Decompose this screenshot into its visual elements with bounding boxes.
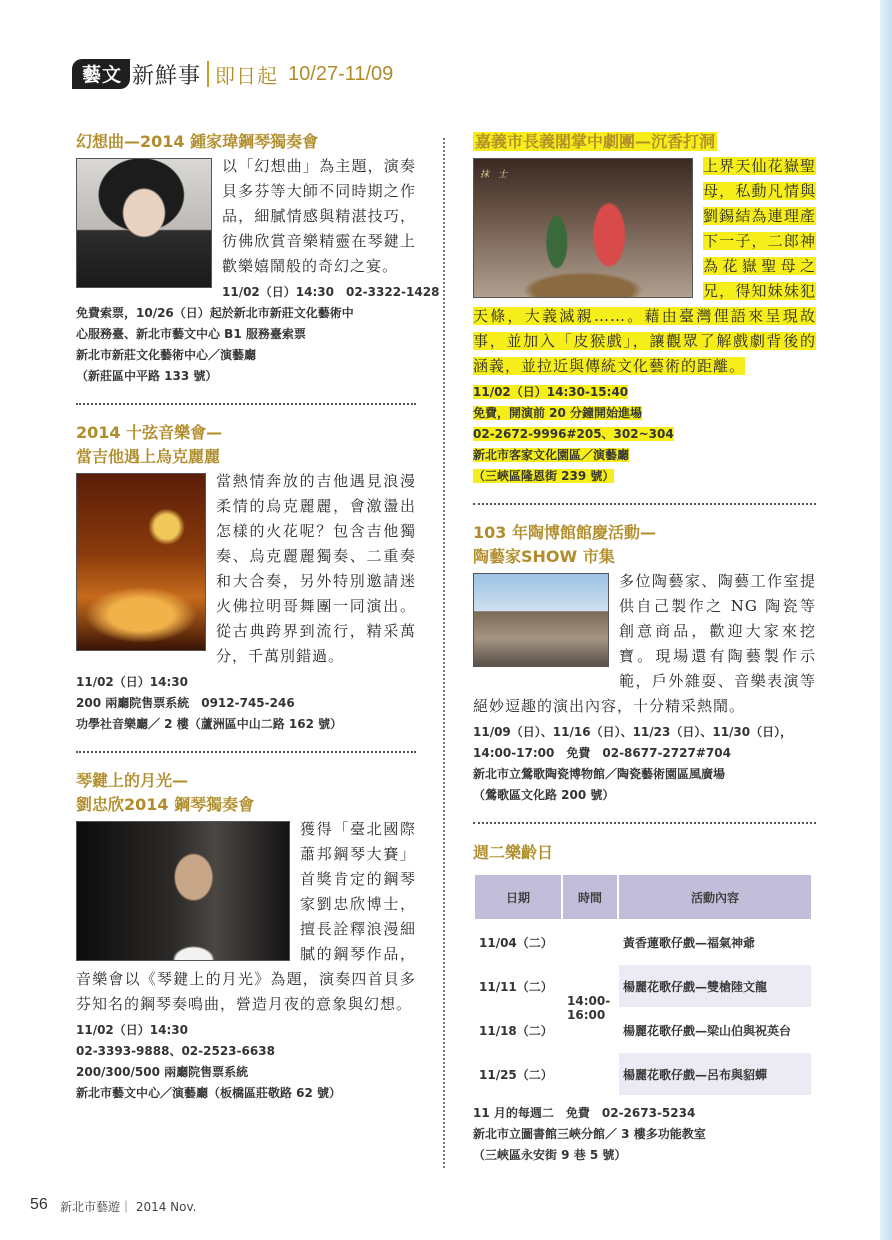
event-info-line: （新莊區中平路 133 號） xyxy=(76,369,218,383)
event-info-line: 200 兩廳院售票系統 0912-745-246 xyxy=(76,696,295,710)
table-info-line: 11 月的每週二 免費 02-2673-5234 xyxy=(473,1106,696,1120)
section-divider xyxy=(473,822,816,824)
row-date: 11/18（二） xyxy=(474,1008,562,1052)
table-row xyxy=(474,1008,812,1052)
event-info-line: 11/09（日）、11/16（日）、11/23（日）、11/30（日）， xyxy=(473,725,793,739)
event-title: 幻想曲—2014 鍾家瑋鋼琴獨奏會 xyxy=(76,132,319,151)
event-info xyxy=(76,672,416,735)
table-info-line: （三峽區永安街 9 巷 5 號） xyxy=(473,1148,627,1162)
event-info-line: 11/02（日）14:30 xyxy=(76,1023,188,1037)
event-title-line1: 103 年陶博館館慶活動— xyxy=(473,523,656,542)
guitar-ensemble-poster xyxy=(76,473,206,651)
event-info xyxy=(473,722,816,806)
event-fantasia xyxy=(76,130,440,387)
table-row xyxy=(474,920,812,964)
header-badge: 藝文 xyxy=(72,59,130,89)
tuesday-senior-day xyxy=(473,840,816,1166)
footer-publication: 新北市藝遊｜ 2014 Nov. xyxy=(60,1200,197,1214)
row-date: 11/04（二） xyxy=(474,920,562,964)
section-divider xyxy=(76,403,416,405)
event-description-text: 上界天仙花嶽聖母，私動凡情與劉錫結為連理產下一子，二郎神為花嶽聖母之兄，得知妹妹犯天條，大義滅親……。藉由臺灣俚語來呈現故事，並加入「皮猴戲」，讓觀眾了解戲劇背後的涵義，並拉近與傳統文化藝術的距離。 xyxy=(473,157,816,375)
event-info-line: 心服務臺、新北市藝文中心 B1 服務臺索票 xyxy=(76,327,306,341)
event-ceramics-market xyxy=(473,521,816,806)
event-info xyxy=(473,382,816,487)
column-header-date: 日期 xyxy=(474,874,562,920)
event-title xyxy=(473,130,816,154)
page-number: 56 xyxy=(30,1196,48,1213)
column-header-time: 時間 xyxy=(562,874,618,920)
row-activity: 黃香蓮歌仔戲—福氣神爺 xyxy=(618,920,812,964)
event-title-line2: 當吉他遇上烏克麗麗 xyxy=(76,447,221,466)
event-info-line: 免費索票，10/26（日）起於新北市新莊文化藝術中 xyxy=(76,306,354,320)
ceramics-museum-photo xyxy=(473,573,609,667)
event-info-line: 新北市立鶯歌陶瓷博物館／陶瓷藝術園區風廣場 xyxy=(473,767,726,781)
left-column xyxy=(76,130,440,1104)
photo-caption: 抹 士 xyxy=(480,170,508,180)
event-description: 當熱情奔放的吉他遇見浪漫柔情的烏克麗麗，會激盪出怎樣的火花呢？包含吉他獨奏、烏克麗麗獨奏、二重奏和大合奏，另外特別邀請迷火佛拉明哥舞團一同演出。從古典跨界到流行，精采萬分，千萬別錯過。 xyxy=(216,472,416,665)
pianist-woman-photo xyxy=(76,158,212,288)
row-date: 11/25（二） xyxy=(474,1052,562,1096)
event-title-line1: 2014 十弦音樂會— xyxy=(76,423,223,442)
column-divider xyxy=(443,138,445,1168)
event-title-line2: 陶藝家SHOW 市集 xyxy=(473,547,615,566)
event-info-line: 免費，開演前 20 分鐘開始進場 xyxy=(473,406,643,420)
event-info-line: （三峽區隆恩街 239 號） xyxy=(473,469,615,483)
event-info-line: 200/300/500 兩廳院售票系統 xyxy=(76,1065,249,1079)
section-divider xyxy=(473,503,816,505)
event-moonlight xyxy=(76,769,416,1104)
event-info-line: 11/02（日）14:30 xyxy=(76,675,188,689)
event-info xyxy=(76,282,440,387)
section-divider xyxy=(76,751,416,753)
row-activity: 楊麗花歌仔戲—呂布與貂蟬 xyxy=(618,1052,812,1096)
event-info-line: 02-2672-9996#205、302~304 xyxy=(473,427,674,441)
header-soon: 即日起 xyxy=(215,63,279,88)
event-puppet-theater xyxy=(473,130,816,487)
event-ten-strings xyxy=(76,421,416,735)
event-info-line: 功學社音樂廳／ 2 樓（蘆洲區中山二路 162 號） xyxy=(76,717,343,731)
event-title-line1: 琴鍵上的月光— xyxy=(76,771,189,790)
event-title-line2: 劉忠欣2014 鋼琴獨奏會 xyxy=(76,795,255,814)
table-info xyxy=(473,1103,816,1166)
table-row xyxy=(474,1052,812,1096)
event-info-line: 14:00-17:00 免費 02-8677-2727#704 xyxy=(473,746,731,760)
event-info-line: 02-3393-9888、02-2523-6638 xyxy=(76,1044,275,1058)
event-info xyxy=(76,1020,416,1104)
row-activity: 楊麗花歌仔戲—雙槍陸文龍 xyxy=(618,964,812,1008)
column-header-activity: 活動內容 xyxy=(618,874,812,920)
event-info-line: 11/02（日）14:30 02-3322-1428 xyxy=(222,285,440,299)
table-title: 週二樂齡日 xyxy=(473,843,554,862)
schedule-table xyxy=(473,873,813,1097)
event-description: 以「幻想曲」為主題，演奏貝多芬等大師不同時期之作品，細膩情感與精湛技巧，彷佛欣賞音樂精靈在琴鍵上歡樂嬉鬧般的奇幻之宴。 xyxy=(222,157,416,275)
event-info-line: 11/02（日）14:30-15:40 xyxy=(473,385,629,399)
header-fresh: 新鮮事 xyxy=(132,63,202,89)
table-row xyxy=(474,964,812,1008)
pianist-man-photo xyxy=(76,821,290,961)
section-header xyxy=(72,58,393,90)
event-info-line: （鶯歌區文化路 200 號） xyxy=(473,788,615,802)
row-time: 14:00- 16:00 xyxy=(562,920,618,1096)
row-date: 11/11（二） xyxy=(474,964,562,1008)
puppet-show-photo xyxy=(473,158,693,298)
row-activity: 楊麗花歌仔戲—梁山伯與祝英台 xyxy=(618,1008,812,1052)
header-divider xyxy=(207,61,209,87)
page-edge-strip xyxy=(880,0,892,1240)
right-column xyxy=(473,130,816,1166)
event-info-line: 新北市新莊文化藝術中心／演藝廳 xyxy=(76,348,257,362)
event-description: 獲得「臺北國際蕭邦鋼琴大賽」首獎肯定的鋼琴家劉忠欣博士，擅長詮釋浪漫細膩的鋼琴作品，音樂會以《琴鍵上的月光》為題，演奏四首貝多芬知名的鋼琴奏鳴曲，營造月夜的意象與幻想。 xyxy=(76,820,416,1013)
event-info-line: 新北市藝文中心／演藝廳（板橋區莊敬路 62 號） xyxy=(76,1086,342,1100)
event-description: 多位陶藝家、陶藝工作室提供自己製作之 NG 陶瓷等創意商品，歡迎大家來挖寶。現場還有陶藝製作示範，戶外雜耍、音樂表演等絕妙逗趣的演出內容，十分精采熱鬧。 xyxy=(473,572,816,715)
header-date-range: 10/27-11/09 xyxy=(288,62,394,85)
event-title-text: 嘉義市長義閣掌中劇團—沉香打洞 xyxy=(475,132,716,151)
table-info-line: 新北市立圖書館三峽分館／ 3 樓多功能教室 xyxy=(473,1127,706,1141)
event-info-line: 新北市客家文化園區／演藝廳 xyxy=(473,448,630,462)
